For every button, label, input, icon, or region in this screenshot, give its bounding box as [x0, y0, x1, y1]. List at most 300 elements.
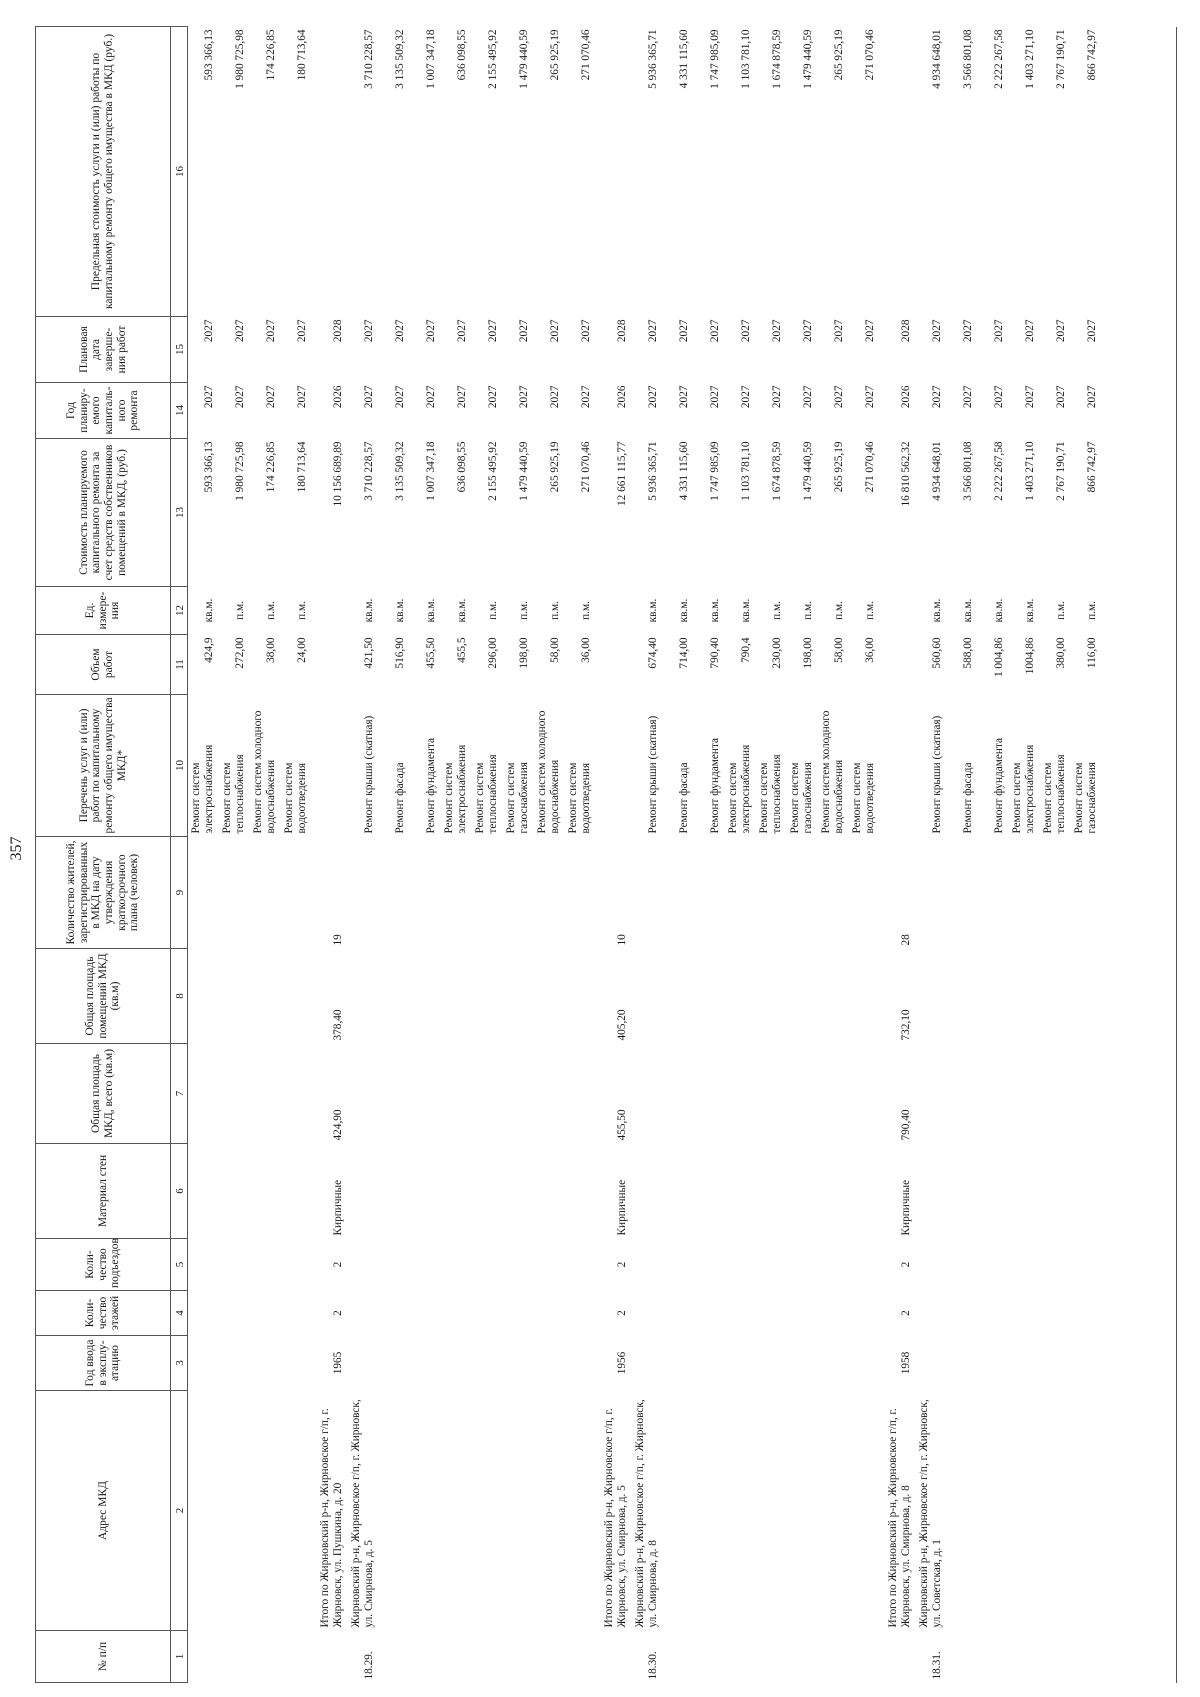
cell-col-16: 1 980 725,98 — [233, 29, 246, 89]
column-header: Ед. измере-ния — [36, 587, 171, 635]
cell-col-16: 2 222 267,58 — [992, 29, 1005, 89]
column-header: Объем работ — [36, 635, 171, 695]
cell-col-8 — [784, 949, 815, 1044]
cell-col-5 — [376, 1239, 407, 1291]
cell-col-3: 1958 — [899, 1351, 912, 1375]
cell-col-8 — [216, 949, 247, 1044]
cell-col-10: Ремонт систем теплоснабжения — [758, 754, 783, 834]
cell-col-6 — [1006, 1144, 1037, 1239]
table-row — [691, 27, 722, 1683]
cell-col-16: 1 479 440,59 — [517, 29, 530, 89]
cell-col-2 — [247, 1391, 278, 1631]
column-header: Общая площадь помещений МКД (кв.м) — [36, 949, 171, 1044]
cell-col-6 — [1037, 1144, 1068, 1239]
cell-col-8: 405,20 — [615, 1009, 628, 1041]
column-number: 13 — [171, 439, 188, 587]
cell-col-12: п.м. — [832, 601, 845, 620]
table-row — [562, 27, 593, 1683]
column-header: Материал стен — [36, 1144, 171, 1239]
cell-col-14: 2027 — [455, 385, 468, 409]
cell-col-2 — [188, 1391, 217, 1631]
table-row — [944, 27, 975, 1683]
column-number: 1 — [171, 1631, 188, 1683]
cell-col-7: 455,50 — [615, 1109, 628, 1141]
cell-col-4 — [500, 1291, 531, 1336]
cell-col-10: Ремонт фундамента — [424, 737, 437, 834]
cell-col-6 — [660, 1144, 691, 1239]
cell-col-1 — [660, 1631, 691, 1683]
cell-col-7 — [913, 1044, 944, 1144]
cell-col-11: 1004,86 — [1023, 637, 1036, 675]
cell-col-6 — [531, 1144, 562, 1239]
cell-col-16: 180 713,64 — [295, 29, 308, 81]
cell-col-9 — [188, 837, 217, 949]
cell-col-2: Итого по Жирновский р-н, Жирновское г/п, г. Жирновск, ул. Смирнова, д. 5 — [603, 1408, 628, 1628]
cell-col-14: 2027 — [233, 385, 246, 409]
cell-col-9: 19 — [331, 934, 344, 946]
cell-col-6 — [784, 1144, 815, 1239]
cell-col-10: Ремонт систем электроснабжения — [443, 744, 468, 834]
cell-col-7 — [345, 1044, 376, 1144]
cell-col-16: 4 934 648,01 — [930, 29, 943, 89]
cell-col-3 — [1006, 1336, 1037, 1391]
cell-col-12: кв.м. — [961, 598, 974, 623]
cell-col-16: 593 366,13 — [202, 29, 215, 81]
cell-col-14: 2027 — [486, 385, 499, 409]
cell-col-13: 2 767 190,71 — [1054, 441, 1067, 501]
cell-col-2 — [562, 1391, 593, 1631]
column-header: Адрес МКД — [36, 1391, 171, 1631]
cell-col-5 — [469, 1239, 500, 1291]
cell-col-5: 2 — [615, 1261, 628, 1268]
cell-col-14: 2027 — [832, 385, 845, 409]
cell-col-2 — [438, 1391, 469, 1631]
cell-col-1 — [593, 1631, 629, 1683]
cell-col-16: 4 331 115,60 — [677, 29, 690, 89]
cell-col-4 — [216, 1291, 247, 1336]
cell-col-8 — [815, 949, 846, 1044]
cell-col-9 — [753, 837, 784, 949]
cell-col-15: 2027 — [579, 319, 592, 343]
cell-col-14: 2027 — [677, 385, 690, 409]
cell-col-14: 2027 — [708, 385, 721, 409]
cell-col-3 — [691, 1336, 722, 1391]
cell-col-15: 2027 — [362, 319, 375, 343]
cell-col-2: Итого по Жирновский р-н, Жирновское г/п, г. Жирновск, ул. Пушкина, д. 20 — [319, 1408, 344, 1628]
cell-col-10 — [593, 695, 629, 837]
cell-col-9 — [407, 837, 438, 949]
cell-col-3 — [500, 1336, 531, 1391]
cell-col-5 — [438, 1239, 469, 1291]
cell-col-6 — [376, 1144, 407, 1239]
cell-col-2 — [660, 1391, 691, 1631]
cell-col-8 — [1037, 949, 1068, 1044]
cell-col-9 — [247, 837, 278, 949]
cell-col-5 — [944, 1239, 975, 1291]
cell-col-13: 10 156 689,89 — [331, 441, 344, 507]
cell-col-16: 271 070,46 — [579, 29, 592, 81]
cell-col-13: 1 403 271,10 — [1023, 441, 1036, 501]
total-row — [309, 27, 345, 1683]
cell-col-8: 378,40 — [331, 1009, 344, 1041]
column-header: Год ввода в эксплу-атацию — [36, 1336, 171, 1391]
cell-col-6 — [438, 1144, 469, 1239]
cell-col-13: 271 070,46 — [863, 441, 876, 493]
header-row — [36, 27, 171, 1683]
cell-col-5 — [1006, 1239, 1037, 1291]
cell-col-14: 2027 — [393, 385, 406, 409]
cell-col-15: 2027 — [455, 319, 468, 343]
cell-col-5 — [815, 1239, 846, 1291]
cell-col-13: 1 980 725,98 — [233, 441, 246, 501]
column-header: Год планиру-емого капиталь-ного ремонта — [36, 383, 171, 439]
cell-col-13: 174 226,85 — [264, 441, 277, 493]
cell-col-1 — [1068, 1631, 1099, 1683]
cell-col-14: 2027 — [992, 385, 1005, 409]
cell-col-9 — [562, 837, 593, 949]
cell-col-6 — [345, 1144, 376, 1239]
cell-col-9 — [1068, 837, 1099, 949]
column-header: Предельная стоимость услуги и (или) работы по капитальному ремонту общего имущества в МКД (руб.) — [36, 27, 171, 317]
cell-col-3 — [562, 1336, 593, 1391]
cell-col-14: 2027 — [770, 385, 783, 409]
cell-col-5 — [660, 1239, 691, 1291]
cell-col-1 — [469, 1631, 500, 1683]
cell-col-9 — [438, 837, 469, 949]
cell-col-15: 2027 — [832, 319, 845, 343]
cell-col-3 — [913, 1336, 944, 1391]
cell-col-7 — [1037, 1044, 1068, 1144]
cell-col-11 — [593, 635, 629, 695]
cell-col-16: 1 747 985,09 — [708, 29, 721, 89]
cell-col-4 — [722, 1291, 753, 1336]
cell-col-4 — [784, 1291, 815, 1336]
cell-col-10: Ремонт систем холодного водоснабжения — [820, 710, 845, 834]
cell-col-4 — [629, 1291, 660, 1336]
cell-col-7 — [846, 1044, 877, 1144]
table-row — [407, 27, 438, 1683]
cell-col-10: Ремонт фасада — [393, 762, 406, 834]
cell-col-11: 58,00 — [832, 637, 845, 663]
cell-col-13: 265 925,19 — [832, 441, 845, 493]
cell-col-7 — [1068, 1044, 1099, 1144]
cell-col-5 — [216, 1239, 247, 1291]
cell-col-15: 2027 — [548, 319, 561, 343]
cell-col-13: 3 566 801,08 — [961, 441, 974, 501]
cell-col-12 — [309, 587, 345, 635]
cell-col-4 — [376, 1291, 407, 1336]
cell-col-10: Ремонт систем газоснабжения — [505, 762, 530, 834]
cell-col-12: кв.м. — [393, 598, 406, 623]
table-row — [438, 27, 469, 1683]
cell-col-7 — [216, 1044, 247, 1144]
cell-col-9 — [278, 837, 309, 949]
cell-col-8 — [753, 949, 784, 1044]
cell-col-5: 2 — [331, 1261, 344, 1268]
cell-col-16: 5 936 365,71 — [646, 29, 659, 89]
cell-col-11: 36,00 — [863, 637, 876, 663]
column-number: 14 — [171, 383, 188, 439]
cell-col-4: 2 — [899, 1310, 912, 1316]
cell-col-3 — [1037, 1336, 1068, 1391]
cell-col-9 — [846, 837, 877, 949]
bottom-rule — [1176, 27, 1177, 1683]
cell-col-6 — [1068, 1144, 1099, 1239]
cell-col-10: Ремонт систем холодного водоснабжения — [252, 710, 277, 834]
cell-col-2 — [815, 1391, 846, 1631]
table-row — [247, 27, 278, 1683]
cell-col-16 — [593, 27, 629, 317]
cell-col-1: 18.31. — [930, 1651, 943, 1680]
cell-col-5 — [188, 1239, 217, 1291]
cell-col-9 — [784, 837, 815, 949]
cell-col-4 — [753, 1291, 784, 1336]
cell-col-5 — [562, 1239, 593, 1291]
cell-col-8 — [376, 949, 407, 1044]
cell-col-11: 560,60 — [930, 637, 943, 669]
cell-col-16: 271 070,46 — [863, 29, 876, 81]
cell-col-12: п.м. — [233, 601, 246, 620]
cell-col-10: Ремонт систем электроснабжения — [190, 744, 215, 834]
cell-col-7 — [691, 1044, 722, 1144]
cell-col-10: Ремонт крыши (скатная) — [930, 715, 943, 834]
total-row — [593, 27, 629, 1683]
table-row — [660, 27, 691, 1683]
cell-col-11: 272,00 — [233, 637, 246, 669]
cell-col-2 — [376, 1391, 407, 1631]
cell-col-5 — [722, 1239, 753, 1291]
cell-col-14: 2027 — [1085, 385, 1098, 409]
cell-col-7 — [438, 1044, 469, 1144]
cell-col-2 — [469, 1391, 500, 1631]
cell-col-4 — [913, 1291, 944, 1336]
cell-col-13: 2 222 267,58 — [992, 441, 1005, 501]
cell-col-8 — [691, 949, 722, 1044]
cell-col-13: 866 742,97 — [1085, 441, 1098, 493]
cell-col-3 — [944, 1336, 975, 1391]
cell-col-14: 2027 — [646, 385, 659, 409]
cell-col-6 — [247, 1144, 278, 1239]
cell-col-10: Ремонт систем теплоснабжения — [221, 754, 246, 834]
cell-col-7 — [562, 1044, 593, 1144]
cell-col-2 — [784, 1391, 815, 1631]
cell-col-1 — [216, 1631, 247, 1683]
cell-col-13: 1 479 440,59 — [801, 441, 814, 501]
column-header: Общая площадь МКД, всего (кв.м) — [36, 1044, 171, 1144]
cell-col-16: 2 767 190,71 — [1054, 29, 1067, 89]
cell-col-4 — [1068, 1291, 1099, 1336]
cell-col-12: п.м. — [548, 601, 561, 620]
column-number: 8 — [171, 949, 188, 1044]
cell-col-15: 2027 — [961, 319, 974, 343]
cell-col-11: 1 004,86 — [992, 637, 1005, 678]
cell-col-1 — [975, 1631, 1006, 1683]
cell-col-16: 3 135 509,32 — [393, 29, 406, 89]
cell-col-9 — [913, 837, 944, 949]
cell-col-12: п.м. — [295, 601, 308, 620]
cell-col-9 — [531, 837, 562, 949]
cell-col-9 — [469, 837, 500, 949]
cell-col-5 — [247, 1239, 278, 1291]
cell-col-6: Кирпичные — [615, 1179, 628, 1236]
cell-col-15: 2028 — [615, 319, 628, 343]
cell-col-13: 3 135 509,32 — [393, 441, 406, 501]
cell-col-5 — [784, 1239, 815, 1291]
cell-col-14: 2027 — [579, 385, 592, 409]
column-number: 4 — [171, 1291, 188, 1336]
cell-col-4 — [247, 1291, 278, 1336]
cell-col-12: кв.м. — [455, 598, 468, 623]
cell-col-2 — [1006, 1391, 1037, 1631]
cell-col-11: 421,50 — [362, 637, 375, 669]
cell-col-4 — [345, 1291, 376, 1336]
cell-col-5 — [846, 1239, 877, 1291]
cell-col-10: Ремонт фасада — [961, 762, 974, 834]
cell-col-11 — [309, 635, 345, 695]
cell-col-6: Кирпичные — [899, 1179, 912, 1236]
cell-col-14: 2027 — [264, 385, 277, 409]
cell-col-3 — [629, 1336, 660, 1391]
cell-col-14: 2027 — [202, 385, 215, 409]
cell-col-3 — [846, 1336, 877, 1391]
cell-col-11: 230,00 — [770, 637, 783, 669]
cell-col-7 — [629, 1044, 660, 1144]
cell-col-7 — [376, 1044, 407, 1144]
cell-col-12: п.м. — [770, 601, 783, 620]
cell-col-8 — [247, 949, 278, 1044]
cell-col-10 — [309, 695, 345, 837]
cell-col-2 — [407, 1391, 438, 1631]
cell-col-4 — [278, 1291, 309, 1336]
column-number: 11 — [171, 635, 188, 695]
cell-col-16: 1 103 781,10 — [739, 29, 752, 89]
cell-col-8 — [913, 949, 944, 1044]
cell-col-6 — [407, 1144, 438, 1239]
cell-col-11: 516,90 — [393, 637, 406, 669]
cell-col-11: 790,4 — [739, 637, 752, 663]
cell-col-12: кв.м. — [424, 598, 437, 623]
cell-col-1 — [309, 1631, 345, 1683]
column-number: 10 — [171, 695, 188, 837]
cell-col-1 — [753, 1631, 784, 1683]
cell-col-14: 2027 — [424, 385, 437, 409]
cell-col-4 — [660, 1291, 691, 1336]
cell-col-11: 588,00 — [961, 637, 974, 669]
cell-col-12: кв.м. — [677, 598, 690, 623]
cell-col-5: 2 — [899, 1261, 912, 1268]
cell-col-7 — [660, 1044, 691, 1144]
cell-col-8 — [345, 949, 376, 1044]
cell-col-15: 2027 — [517, 319, 530, 343]
cell-col-9 — [815, 837, 846, 949]
cell-col-5 — [1068, 1239, 1099, 1291]
cell-col-16: 866 742,97 — [1085, 29, 1098, 81]
cell-col-13: 3 710 228,57 — [362, 441, 375, 501]
cell-col-14: 2026 — [899, 385, 912, 409]
cell-col-4 — [1037, 1291, 1068, 1336]
cell-col-1 — [722, 1631, 753, 1683]
cell-col-4 — [815, 1291, 846, 1336]
cell-col-2 — [722, 1391, 753, 1631]
column-number: 7 — [171, 1044, 188, 1144]
cell-col-6 — [691, 1144, 722, 1239]
column-number-row — [171, 27, 188, 1683]
cell-col-3 — [216, 1336, 247, 1391]
cell-col-11: 674,40 — [646, 637, 659, 669]
cell-col-9 — [376, 837, 407, 949]
cell-col-6 — [629, 1144, 660, 1239]
cell-col-6 — [944, 1144, 975, 1239]
cell-col-1: 18.29. — [362, 1651, 375, 1680]
cell-col-3 — [407, 1336, 438, 1391]
cell-col-16: 3 710 228,57 — [362, 29, 375, 89]
cell-col-9 — [975, 837, 1006, 949]
cell-col-6 — [216, 1144, 247, 1239]
cell-col-3 — [753, 1336, 784, 1391]
cell-col-3 — [784, 1336, 815, 1391]
cell-col-1 — [531, 1631, 562, 1683]
cell-col-4 — [531, 1291, 562, 1336]
cell-col-9: 10 — [615, 934, 628, 946]
cell-col-16: 1 674 878,59 — [770, 29, 783, 89]
cell-col-7 — [815, 1044, 846, 1144]
cell-col-16: 1 403 271,10 — [1023, 29, 1036, 89]
cell-col-15: 2027 — [393, 319, 406, 343]
cell-col-11 — [877, 635, 913, 695]
cell-col-9 — [216, 837, 247, 949]
cell-col-12: кв.м. — [646, 598, 659, 623]
cell-col-11: 455,5 — [455, 637, 468, 663]
cell-col-10 — [877, 695, 913, 837]
cell-col-1 — [500, 1631, 531, 1683]
page-number: 357 — [8, 836, 25, 861]
cell-col-15: 2027 — [992, 319, 1005, 343]
cell-col-15: 2027 — [1023, 319, 1036, 343]
cell-col-1 — [691, 1631, 722, 1683]
cell-col-11: 424,9 — [202, 637, 215, 663]
cell-col-9 — [500, 837, 531, 949]
cell-col-5 — [753, 1239, 784, 1291]
cell-col-11: 296,00 — [486, 637, 499, 669]
cell-col-2 — [1068, 1391, 1099, 1631]
cell-col-2 — [278, 1391, 309, 1631]
cell-col-11: 790,40 — [708, 637, 721, 669]
cell-col-15: 2027 — [930, 319, 943, 343]
cell-col-15: 2028 — [331, 319, 344, 343]
cell-col-6 — [562, 1144, 593, 1239]
cell-col-1 — [1006, 1631, 1037, 1683]
cell-col-3 — [438, 1336, 469, 1391]
cell-col-13: 4 934 648,01 — [930, 441, 943, 501]
cell-col-14: 2026 — [615, 385, 628, 409]
cell-col-1 — [877, 1631, 913, 1683]
cell-col-6: Кирпичные — [331, 1179, 344, 1236]
cell-col-11: 36,00 — [579, 637, 592, 663]
cell-col-4 — [438, 1291, 469, 1336]
cell-col-6 — [913, 1144, 944, 1239]
cell-col-4: 2 — [331, 1310, 344, 1316]
cell-col-13: 16 810 562,32 — [899, 441, 912, 507]
table-row — [1068, 27, 1099, 1683]
cell-col-1 — [815, 1631, 846, 1683]
cell-col-15: 2027 — [202, 319, 215, 343]
cell-col-13: 1 103 781,10 — [739, 441, 752, 501]
cell-col-9 — [1037, 837, 1068, 949]
cell-col-1 — [944, 1631, 975, 1683]
table-row — [469, 27, 500, 1683]
cell-col-16 — [309, 27, 345, 317]
cell-col-3 — [247, 1336, 278, 1391]
